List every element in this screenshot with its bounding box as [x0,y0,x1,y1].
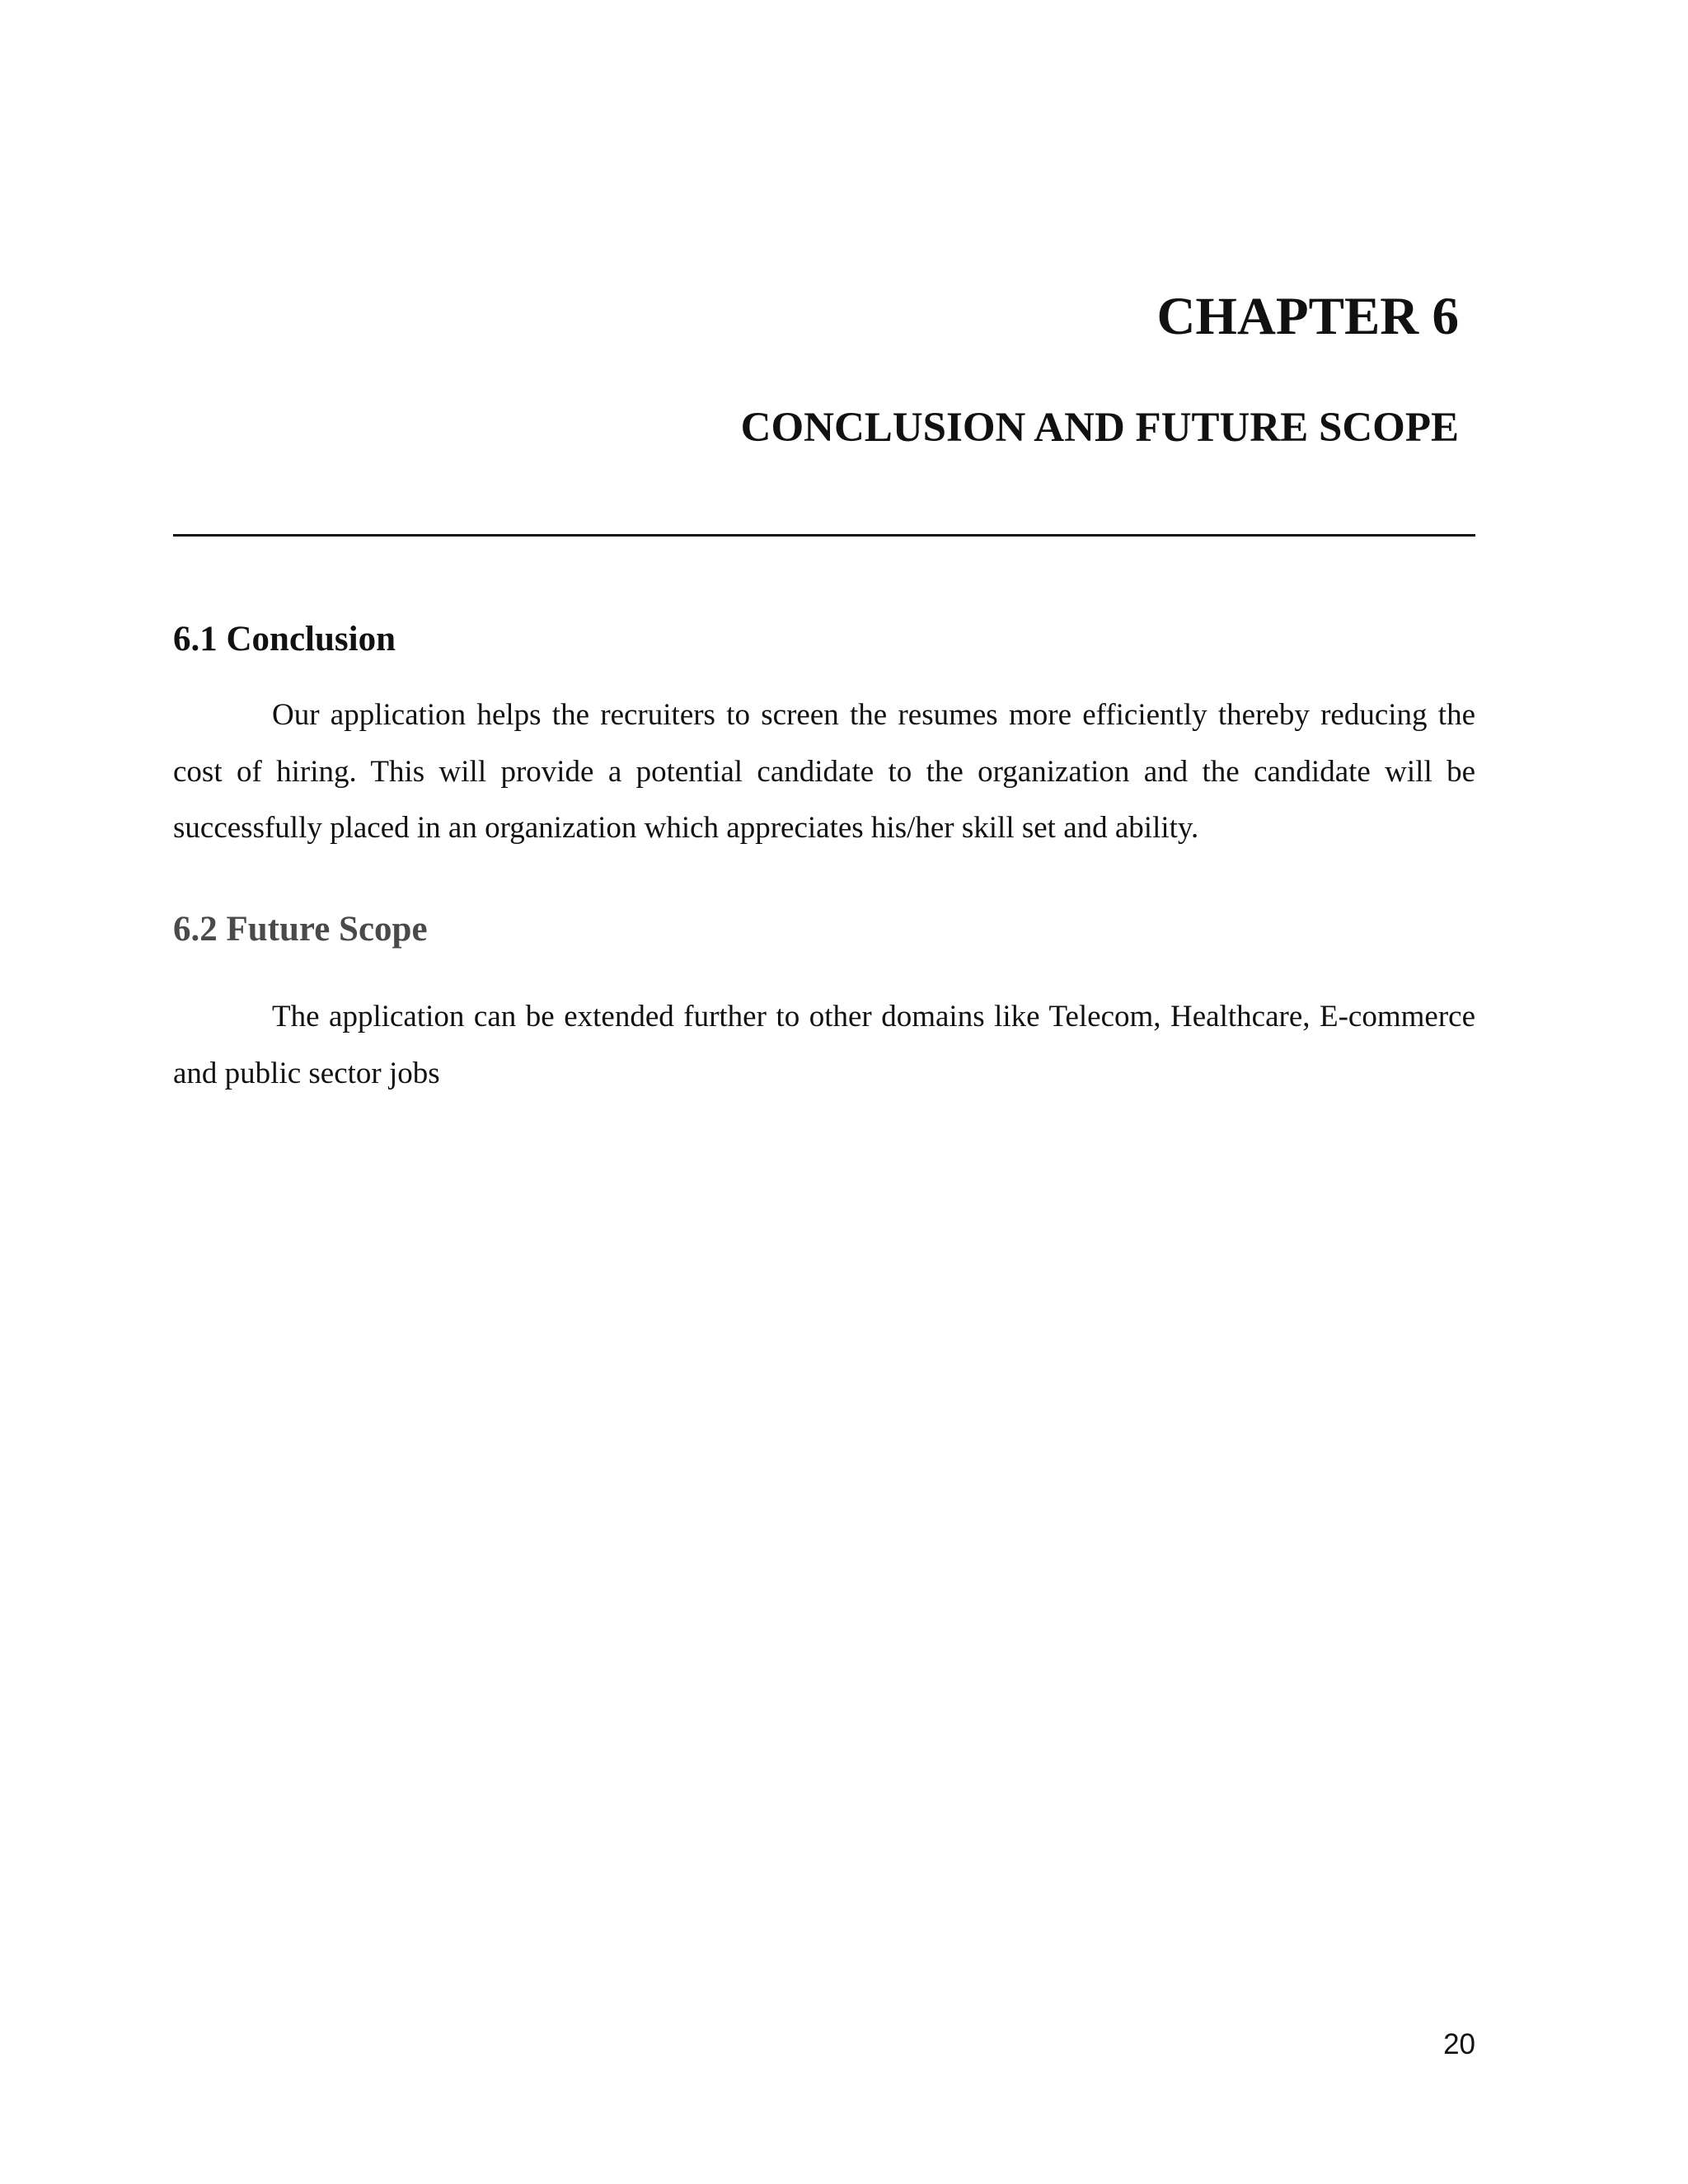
chapter-divider [173,534,1475,537]
page-number: 20 [1443,2028,1475,2060]
section-heading-future-scope: 6.2 Future Scope [173,910,428,949]
section-heading-conclusion: 6.1 Conclusion [173,620,396,658]
chapter-title: CONCLUSION AND FUTURE SCOPE [740,405,1459,451]
future-scope-paragraph: The application can be extended further to other domains like Telecom, Healthcare, E-commerce and public sector jobs [173,1000,1475,1090]
chapter-number: CHAPTER 6 [1156,287,1459,346]
conclusion-paragraph: Our application helps the recruiters to screen the resumes more efficiently thereby reducing the cost of hiring. This will provide a potential candidate to the organization and the candidate will be successfully placed in an organization which appreciates his/her skill set and ability. [173,698,1475,845]
